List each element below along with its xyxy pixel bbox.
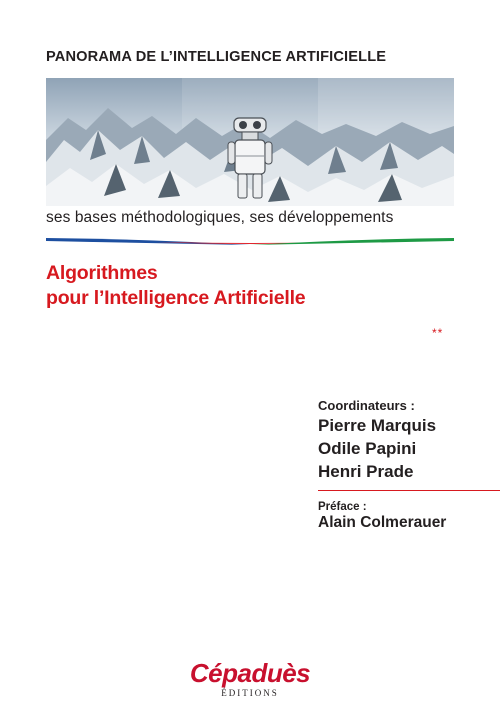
book-title-line-1: Algorithmes (46, 262, 158, 284)
coordinator-name: Odile Papini (318, 439, 417, 458)
volume-mark: ** (432, 326, 444, 340)
mountain-banner (46, 78, 454, 206)
series-subtitle: ses bases méthodologiques, ses développements (46, 209, 394, 226)
red-divider (318, 490, 500, 491)
publisher-subtitle: ÉDITIONS (221, 688, 279, 698)
coordinators-list (318, 414, 436, 483)
coordinator-name: Henri Prade (318, 462, 414, 481)
coordinator-name: Pierre Marquis (318, 416, 437, 435)
book-title-line-2: pour l’Intelligence Artificielle (46, 287, 306, 309)
preface-label: Préface : (318, 501, 367, 513)
tricolor-divider (46, 233, 454, 243)
series-title: PANORAMA DE L’INTELLIGENCE ARTIFICIELLE (46, 49, 387, 65)
preface-author: Alain Colmerauer (318, 514, 447, 531)
book-title (46, 261, 305, 311)
mountain-robot-illustration (46, 78, 454, 206)
coordinators-label: Coordinateurs : (318, 398, 415, 413)
publisher-logo (150, 652, 350, 702)
publisher-name: Cépaduès (189, 658, 311, 688)
